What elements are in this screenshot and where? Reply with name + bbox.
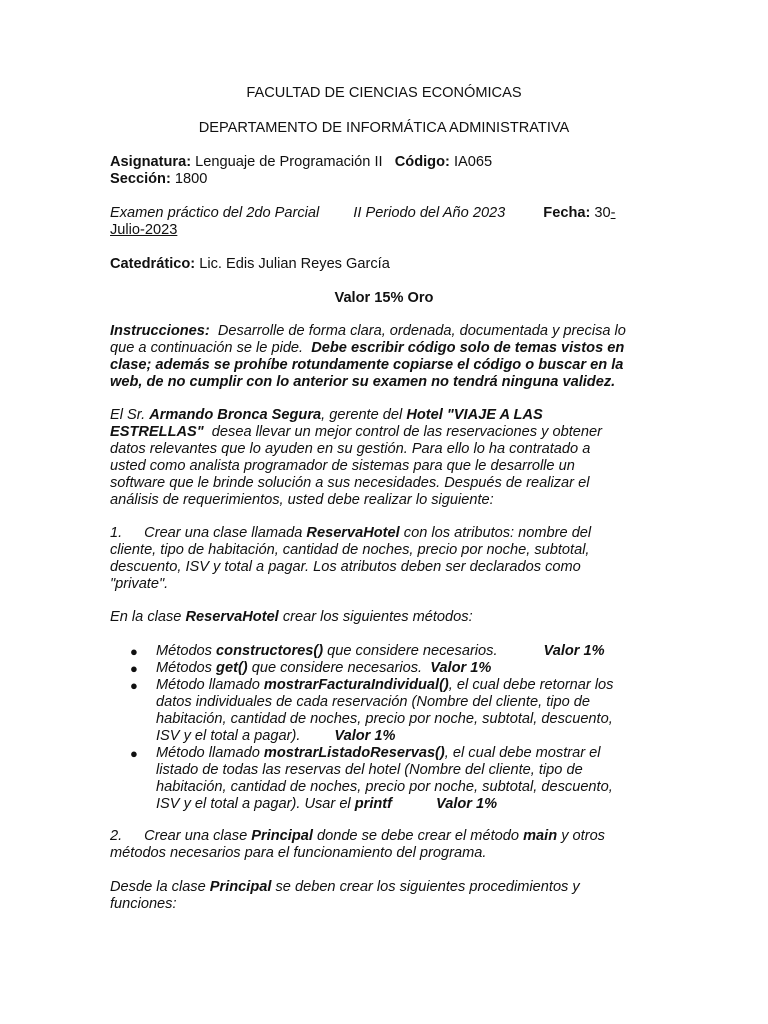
intro-line-3: datos relevantes que lo ayuden en su gestión. Para ello lo ha contratado a — [110, 441, 591, 457]
instructions-text-2: que a continuación se le pide. — [110, 340, 304, 356]
bullet-4-line-4: ISV y el total a pagar). Usar el — [156, 796, 351, 812]
bullet-2-value: Valor 1% — [430, 660, 492, 676]
item-1-number: 1. — [110, 525, 123, 541]
method-mostrarlistadoreservas: mostrarListadoReservas() — [263, 745, 445, 761]
intro-line-5: software que le brinde solución a sus necesidades. Después de realizar el — [110, 475, 590, 491]
exam-title: Examen práctico del 2do Parcial — [110, 205, 320, 221]
intro-line-4: usted como analista programador de sistemas para que le desarrolle un — [110, 458, 575, 474]
item-1-line-2: cliente, tipo de habitación, cantidad de noches, precio por noche, subtotal, — [110, 542, 590, 558]
exam-line — [110, 205, 658, 222]
intro-text-c: desea llevar un mejor control de las reservaciones y obtener — [211, 424, 602, 440]
instructions-warning-1: Debe escribir código solo de temas vistos en — [311, 340, 625, 356]
code-value: IA065 — [453, 154, 493, 170]
teacher-name: Lic. Edis Julian Reyes García — [199, 256, 390, 272]
bullet-1-text-a: Métodos — [156, 643, 212, 659]
bullet-icon: ● — [130, 644, 138, 659]
bullet-3-text-b: , el cual debe retornar los — [448, 677, 614, 693]
subject-value: Lenguaje de Programación II — [195, 154, 383, 170]
list-item — [110, 660, 658, 677]
closing-paragraph — [110, 879, 658, 913]
instructions-warning-2: clase; además se prohíbe rotundamente copiarse el código o buscar en la — [110, 357, 624, 373]
bullet-4-text-a: Método llamado — [156, 745, 260, 761]
exam-value: Valor 15% Oro — [334, 290, 434, 306]
bullet-3-line-3: habitación, cantidad de noches, precio por noche, subtotal, descuento, — [156, 711, 613, 727]
list-item — [110, 643, 658, 660]
instructions-text-1: Desarrolle de forma clara, ordenada, documentada y precisa lo — [217, 323, 626, 339]
method-printf: printf — [354, 796, 393, 812]
date-value-month-year: Julio-2023 — [110, 222, 178, 238]
bullet-3-text-a: Método llamado — [156, 677, 260, 693]
date-value-dash: - — [610, 205, 616, 221]
bullet-1-text-b: que considere necesarios. — [327, 643, 498, 659]
instructions-warning-3: web, de no cumplir con lo anterior su examen no tendrá ninguna validez. — [110, 374, 616, 390]
methods-intro-a: En la clase — [110, 609, 182, 625]
methods-intro — [110, 609, 658, 626]
intro-line-6: análisis de requerimientos, usted debe realizar lo siguiente: — [110, 492, 494, 508]
method-constructores: constructores() — [216, 643, 324, 659]
intro-paragraph — [110, 407, 658, 509]
closing-text-b: se deben crear los siguientes procedimientos y — [275, 879, 580, 895]
section-label: Sección: — [110, 171, 171, 187]
instructions-paragraph — [110, 323, 658, 391]
teacher-label: Catedrático: — [110, 256, 196, 272]
closing-line-2: funciones: — [110, 896, 177, 912]
class-name-principal: Principal — [251, 828, 313, 844]
closing-class: Principal — [209, 879, 272, 895]
bullet-3-line-4: ISV y el total a pagar). — [156, 728, 301, 744]
intro-text-a: El Sr. — [110, 407, 146, 423]
department-heading: DEPARTAMENTO DE INFORMÁTICA ADMINISTRATIVA — [198, 120, 570, 136]
section-line — [110, 171, 658, 188]
item-2-number: 2. — [110, 828, 123, 844]
exam-value-line — [0, 290, 768, 307]
bullet-1-value: Valor 1% — [543, 643, 605, 659]
item-1-text-a: Crear una clase llamada — [144, 525, 303, 541]
item-2-text-c: y otros — [561, 828, 605, 844]
methods-list — [110, 643, 658, 813]
exam-date-continued — [110, 222, 658, 239]
bullet-4-text-b: , el cual debe mostrar el — [444, 745, 601, 761]
intro-text-b: , gerente del — [321, 407, 403, 423]
item-2-line-2: métodos necesarios para el funcionamiento del programa. — [110, 845, 487, 861]
list-item — [110, 745, 658, 813]
section-value: 1800 — [174, 171, 208, 187]
bullet-4-line-2: listado de todas las reservas del hotel (Nombre del cliente, tipo de — [156, 762, 583, 778]
bullet-2-text-a: Métodos — [156, 660, 212, 676]
instructions-label: Instrucciones: — [110, 323, 210, 339]
date-label: Fecha: — [543, 205, 591, 221]
client-name: Armando Bronca Segura — [149, 407, 322, 423]
item-2-text-b: donde se debe crear el método — [316, 828, 519, 844]
item-1-paragraph — [110, 525, 658, 593]
methods-intro-class: ReservaHotel — [185, 609, 279, 625]
bullet-icon: ● — [130, 746, 138, 761]
bullet-icon: ● — [130, 678, 138, 693]
date-value-day: 30 — [594, 205, 611, 221]
item-1-line-4: "private". — [110, 576, 169, 592]
item-2-text-a: Crear una clase — [144, 828, 248, 844]
subject-line — [110, 154, 658, 171]
method-get: get() — [216, 660, 248, 676]
subject-label: Asignatura: — [110, 154, 192, 170]
bullet-3-line-2: datos individuales de cada reservación (Nombre del cliente, tipo de — [156, 694, 591, 710]
method-mostrarfacturaindividual: mostrarFacturaIndividual() — [263, 677, 449, 693]
class-name-reservahotel: ReservaHotel — [306, 525, 400, 541]
bullet-4-value: Valor 1% — [436, 796, 498, 812]
list-item — [110, 677, 658, 745]
item-1-text-b: con los atributos: nombre del — [403, 525, 592, 541]
faculty-heading: FACULTAD DE CIENCIAS ECONÓMICAS — [246, 85, 522, 101]
bullet-4-line-3: habitación, cantidad de noches, precio por noche, subtotal, descuento, — [156, 779, 613, 795]
hotel-name-1: Hotel "VIAJE A LAS — [406, 407, 543, 423]
exam-period: II Periodo del Año 2023 — [353, 205, 506, 221]
item-1-line-3: descuento, ISV y total a pagar. Los atributos deben ser declarados como — [110, 559, 581, 575]
closing-text-a: Desde la clase — [110, 879, 206, 895]
teacher-line — [110, 256, 658, 273]
methods-intro-b: crear los siguientes métodos: — [282, 609, 473, 625]
hotel-name-2: ESTRELLAS" — [110, 424, 204, 440]
bullet-3-value: Valor 1% — [334, 728, 396, 744]
bullet-icon: ● — [130, 661, 138, 676]
bullet-2-text-b: que considere necesarios. — [251, 660, 423, 676]
method-main: main — [523, 828, 558, 844]
item-2-paragraph — [110, 828, 658, 862]
code-label: Código: — [394, 154, 450, 170]
